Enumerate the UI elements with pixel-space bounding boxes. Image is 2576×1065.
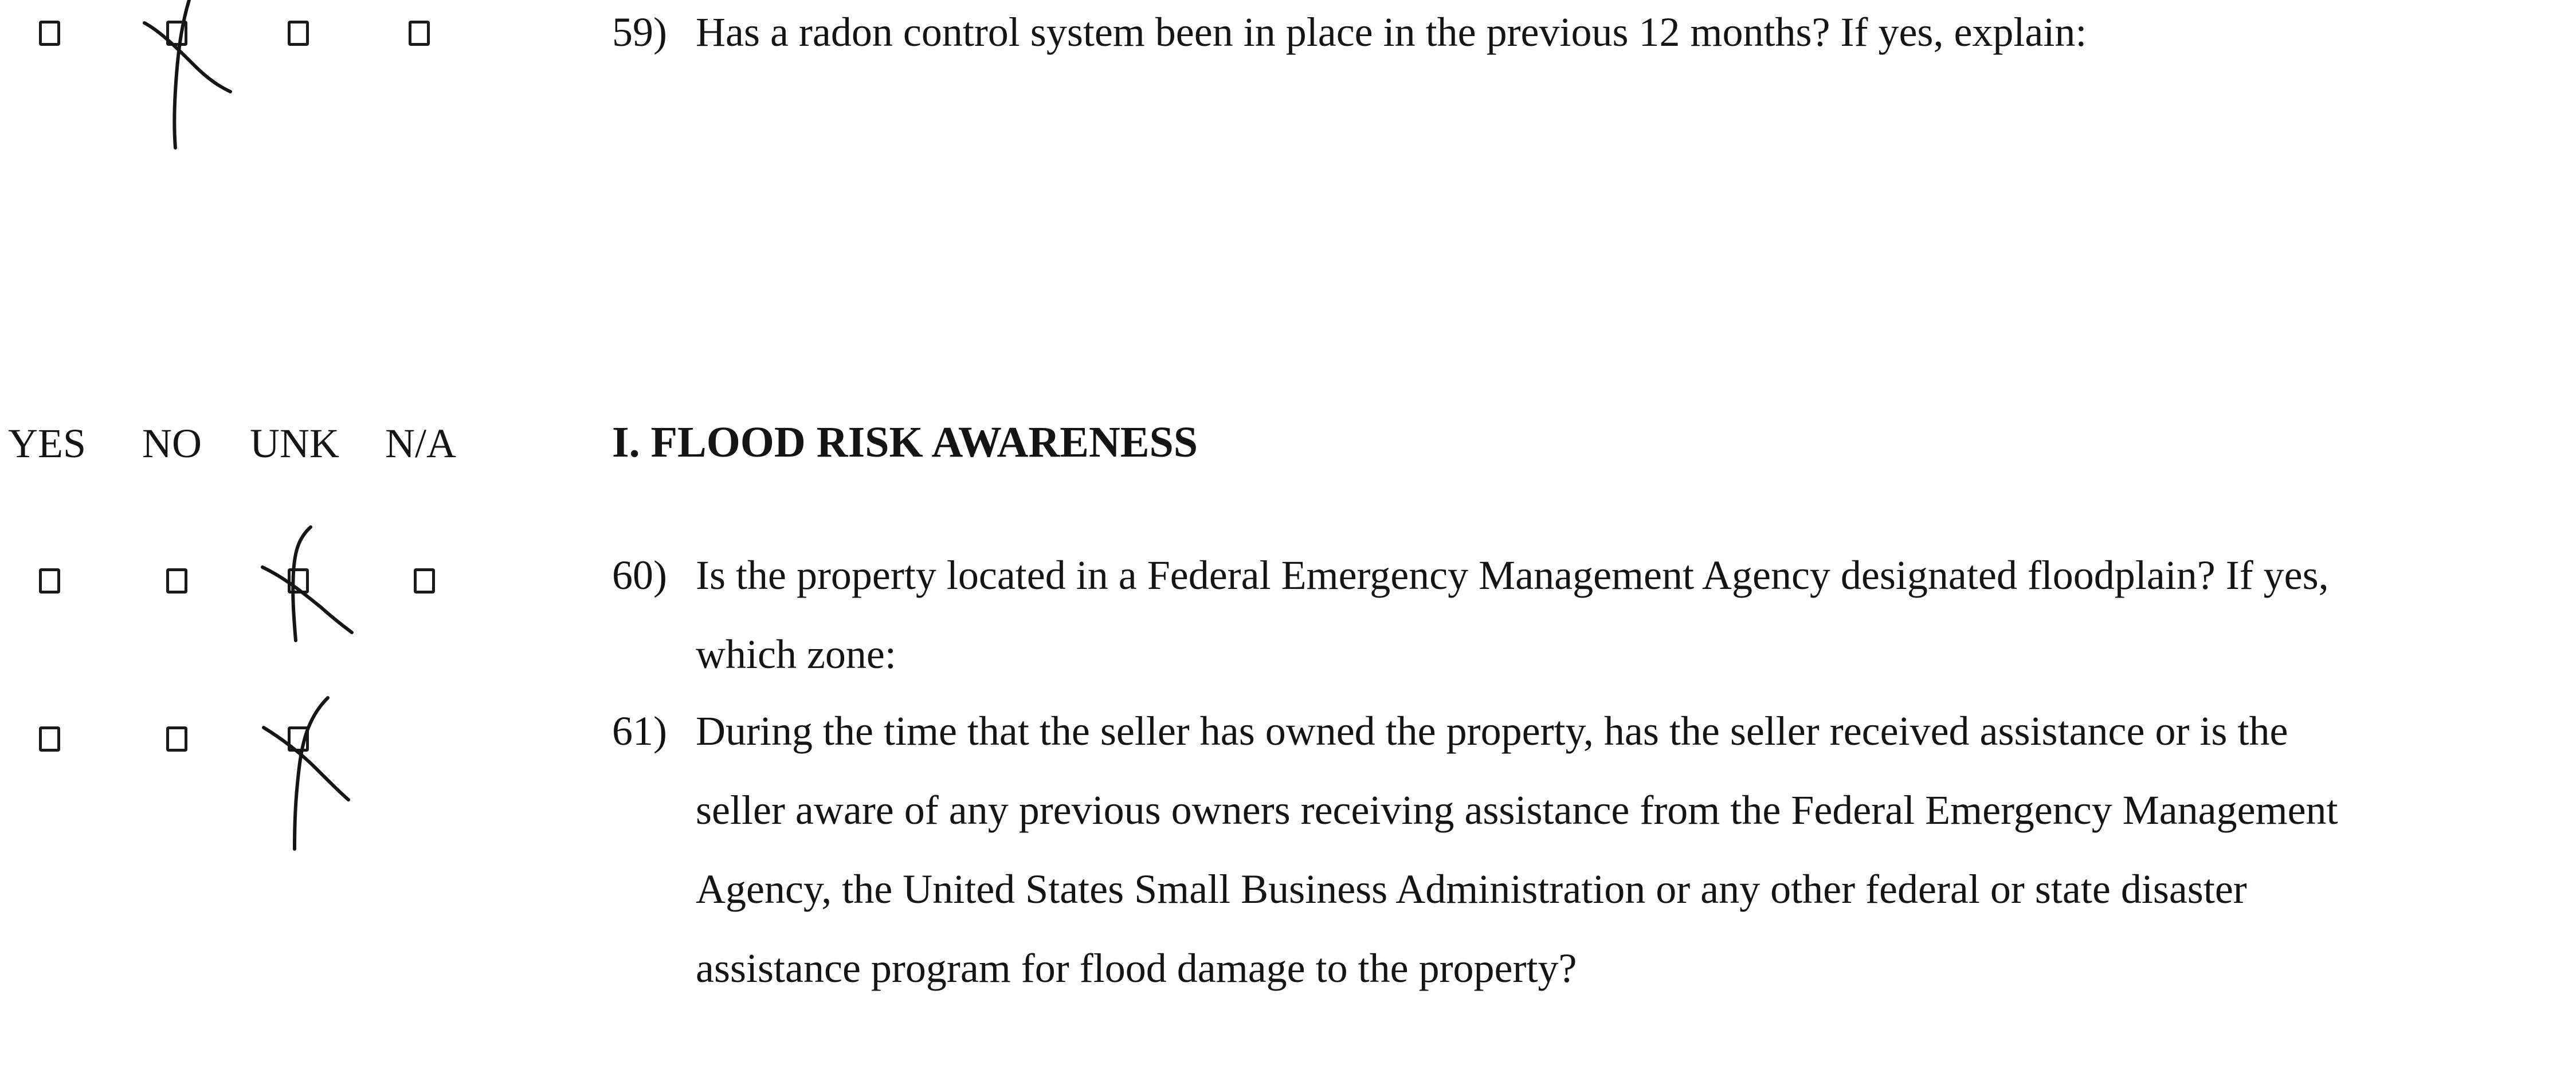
q59-number: 59): [612, 9, 667, 55]
q59-na-checkbox[interactable]: [409, 21, 430, 46]
q60-question-line-1: Is the property located in a Federal Emergency Management Agency designated floodplain? If yes,: [696, 552, 2329, 598]
q61-question-line-4: assistance program for flood damage to the property?: [696, 945, 1577, 991]
q59-yes-checkbox[interactable]: [39, 21, 60, 46]
q59-unk-checkbox[interactable]: [288, 21, 309, 46]
q59-question-text: Has a radon control system been in place in the previous 12 months? If yes, explain:: [696, 9, 2087, 55]
column-header-na: N/A: [385, 421, 456, 466]
q60-na-checkbox[interactable]: [414, 568, 435, 594]
column-header-no: NO: [142, 421, 202, 466]
q61-question-line-1: During the time that the seller has owned the property, has the seller received assistance or is the: [696, 708, 2288, 754]
q61-no-checkbox[interactable]: [166, 726, 187, 752]
column-header-yes: YES: [8, 421, 87, 466]
q59-no-handwritten-x-icon: [138, 0, 252, 155]
section-title: I. FLOOD RISK AWARENESS: [612, 418, 1198, 466]
q60-number: 60): [612, 552, 667, 598]
q61-yes-checkbox[interactable]: [39, 726, 60, 752]
q60-yes-checkbox[interactable]: [39, 568, 60, 594]
q61-question-line-2: seller aware of any previous owners receiving assistance from the Federal Emergency Management: [696, 787, 2338, 833]
q60-no-checkbox[interactable]: [166, 568, 187, 594]
q60-question-line-2: which zone:: [696, 631, 896, 677]
q61-number: 61): [612, 708, 667, 754]
column-header-unk: UNK: [250, 421, 339, 466]
q61-unk-handwritten-x-icon: [258, 693, 373, 854]
q61-question-line-3: Agency, the United States Small Business Administration or any other federal or state disaster: [696, 866, 2247, 912]
q60-unk-handwritten-x-icon: [258, 521, 373, 647]
